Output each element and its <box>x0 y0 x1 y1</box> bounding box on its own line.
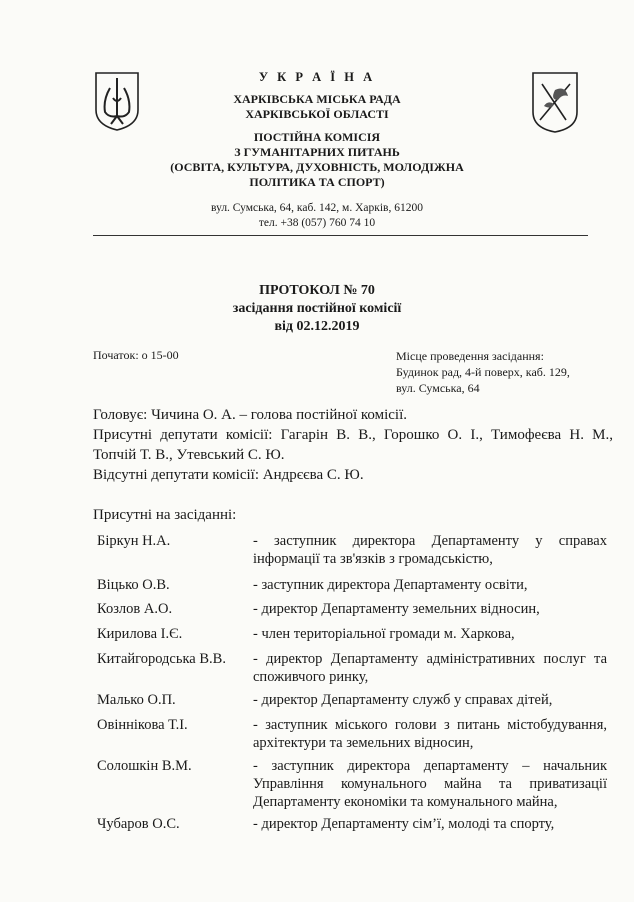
attendee-name: Овіннікова Т.І. <box>97 717 188 733</box>
attendees-heading: Присутні на засіданні: <box>93 507 237 523</box>
attendee-row <box>97 716 617 752</box>
attendee-name: Віцько О.В. <box>97 577 170 593</box>
header-divider <box>93 235 588 236</box>
attendee-role: - заступник директора департаменту – начальник Управління комунального майна та приватизації Департаменту економіки та комунального майна, <box>253 758 607 810</box>
attendee-name: Солошкін В.М. <box>97 758 192 774</box>
chair-line: Головує: Чичина О. А. – голова постійної комісії. <box>93 407 408 423</box>
attendee-name: Китайгородська В.В. <box>97 651 226 667</box>
attendee-row <box>97 757 617 811</box>
present-deputies-line1: Присутні депутати комісії: Гагарін В. В., Горошко О. І., Тимофеєва Н. М., <box>93 427 613 443</box>
attendee-name: Чубаров О.С. <box>97 816 180 832</box>
attendee-role: - член територіальної громади м. Харкова, <box>253 626 515 642</box>
attendee-name: Біркун Н.А. <box>97 533 171 549</box>
present-deputies-line2: Топчій Т. В., Утевський С. Ю. <box>93 447 285 463</box>
attendee-row <box>97 576 617 594</box>
contact-block <box>0 201 634 231</box>
attendee-row <box>97 600 617 618</box>
attendee-role: - директор Департаменту служб у справах дітей, <box>253 692 553 708</box>
attendee-name: Малько О.П. <box>97 692 176 708</box>
attendee-role: - заступник директора Департаменту освіти, <box>253 577 528 593</box>
attendee-row <box>97 532 617 568</box>
attendee-row <box>97 625 617 643</box>
attendee-role: - директор Департаменту земельних відносин, <box>253 601 540 617</box>
attendee-row <box>97 691 617 709</box>
country-name: У К Р А Ї Н А <box>258 70 376 84</box>
attendee-role: - директор Департаменту адміністративних послуг та споживчого ринку, <box>253 651 607 685</box>
attendee-role: - заступник міського голови з питань містобудування, архітектури та земельних відносин, <box>253 717 607 751</box>
attendee-role: - директор Департаменту сім’ї, молоді та спорту, <box>253 816 555 832</box>
address: вул. Сумська, 64, каб. 142, м. Харків, 61200 <box>211 202 423 214</box>
commission-name: ПОСТІЙНА КОМІСІЯ З ГУМАНІТАРНИХ ПИТАНЬ (ОСВІТА, КУЛЬТУРА, ДУХОВНІСТЬ, МОЛОДІЖНА ПОЛІТИКА ТА СПОРТ) <box>170 130 464 189</box>
document-title: ПРОТОКОЛ № 70 засідання постійної комісії від 02.12.2019 <box>232 283 402 334</box>
attendee-row <box>97 815 617 833</box>
attendee-role: - заступник директора Департаменту у справах інформації та зв'язків з громадськістю, <box>253 533 607 567</box>
attendee-name: Козлов А.О. <box>97 601 173 617</box>
phone: тел. +38 (057) 760 74 10 <box>258 217 376 229</box>
meeting-start: Початок: о 15-00 <box>93 348 179 362</box>
attendee-row <box>97 650 617 686</box>
council-name: ХАРКІВСЬКА МІСЬКА РАДА ХАРКІВСЬКОЇ ОБЛАСТІ <box>233 92 401 121</box>
attendee-name: Кирилова І.Є. <box>97 626 183 642</box>
meeting-place: Місце проведення засідання: Будинок рад, 4-й поверх, каб. 129, вул. Сумська, 64 <box>396 349 570 395</box>
absent-deputies: Відсутні депутати комісії: Андрєєва С. Ю. <box>93 467 364 483</box>
